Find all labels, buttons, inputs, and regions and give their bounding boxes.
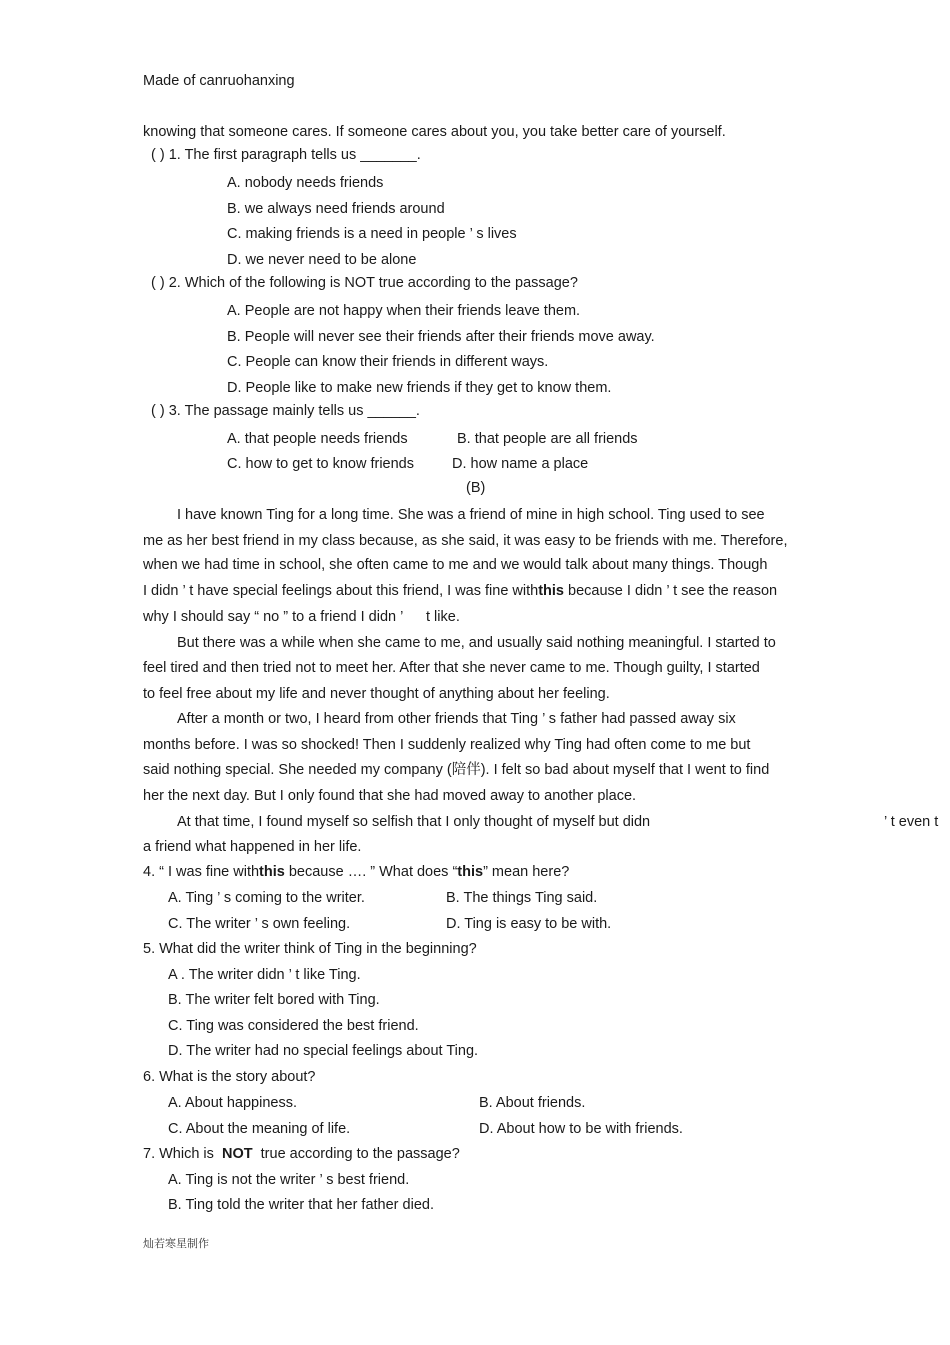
option-4b: B. The things Ting said.: [446, 890, 598, 906]
question-7: [143, 1145, 460, 1163]
option-2d: D. People like to make new friends if they get to know them.: [227, 380, 612, 396]
emphasis-word: this: [457, 864, 484, 880]
passage-line: me as her best friend in my class because, as she said, it was easy to be friends with me. Therefore,: [143, 533, 788, 549]
option-1d: D. we never need to be alone: [227, 252, 417, 268]
text-run: 7. Which is: [143, 1146, 214, 1162]
option-5a: A . The writer didn ’ t like Ting.: [168, 967, 361, 983]
passage-line: feel tired and then tried not to meet her. After that she never came to me. Though guilty, I started: [143, 660, 760, 676]
text-run: I didn ’ t have special feelings about this friend, I was fine with: [143, 583, 539, 599]
passage-fragment: ’ t even t: [884, 814, 939, 830]
option-3d: D. how name a place: [452, 456, 589, 472]
passage-line: [143, 582, 777, 600]
section-heading: (B): [466, 480, 486, 496]
option-1b: B. we always need friends around: [227, 201, 445, 217]
option-3a: A. that people needs friends: [227, 431, 408, 447]
passage-line: why I should say “ no ” to a friend I didn ’: [143, 609, 404, 625]
emphasis-word: this: [538, 583, 564, 599]
text-run: 4. “ I was fine with: [143, 864, 260, 880]
option-5c: C. Ting was considered the best friend.: [168, 1018, 419, 1034]
text-run: true according to the passage?: [260, 1146, 460, 1162]
passage-line: when we had time in school, she often came to me and we would talk about many things. Though: [143, 557, 768, 573]
option-5d: D. The writer had no special feelings about Ting.: [168, 1043, 479, 1059]
passage-line: At that time, I found myself so selfish that I only thought of myself but didn: [177, 814, 651, 830]
option-4d: D. Ting is easy to be with.: [446, 916, 612, 932]
page-footer: 灿若寒星制作: [143, 1237, 209, 1250]
option-6a: A. About happiness.: [168, 1095, 297, 1111]
question-3: ( ) 3. The passage mainly tells us ______.: [151, 403, 420, 419]
option-1c: C. making friends is a need in people ’ s lives: [227, 226, 517, 242]
text-run: ” mean here?: [483, 864, 570, 880]
option-1a: A. nobody needs friends: [227, 175, 384, 191]
emphasis-word: NOT: [221, 1146, 253, 1162]
passage-line: months before. I was so shocked! Then I suddenly realized why Ting had often come to me but: [143, 737, 751, 753]
option-4a: A. Ting ’ s coming to the writer.: [168, 890, 365, 906]
option-3c: C. how to get to know friends: [227, 456, 414, 472]
passage-fragment: t like.: [426, 609, 460, 625]
passage-line: said nothing special. She needed my company (陪伴). I felt so bad about myself that I went to find: [143, 762, 770, 778]
question-6: 6. What is the story about?: [143, 1069, 316, 1085]
question-5: 5. What did the writer think of Ting in the beginning?: [143, 941, 477, 957]
question-2: ( ) 2. Which of the following is NOT true according to the passage?: [151, 275, 578, 291]
passage-line: knowing that someone cares. If someone cares about you, you take better care of yourself.: [143, 124, 726, 140]
text-run: because I didn ’ t see the reason: [568, 583, 778, 599]
option-7b: B. Ting told the writer that her father died.: [168, 1197, 434, 1213]
passage-line: her the next day. But I only found that she had moved away to another place.: [143, 788, 637, 804]
option-7a: A. Ting is not the writer ’ s best friend.: [168, 1172, 410, 1188]
option-6c: C. About the meaning of life.: [168, 1121, 351, 1137]
emphasis-word: this: [259, 864, 285, 880]
option-2c: C. People can know their friends in different ways.: [227, 354, 549, 370]
passage-line: After a month or two, I heard from other friends that Ting ’ s father had passed away six: [177, 711, 736, 727]
passage-line: to feel free about my life and never thought of anything about her feeling.: [143, 686, 610, 702]
option-3b: B. that people are all friends: [457, 431, 638, 447]
passage-line: But there was a while when she came to me, and usually said nothing meaningful. I started to: [177, 635, 776, 651]
question-4: [143, 863, 569, 881]
text-run: because …. ” What does “: [288, 864, 458, 880]
option-6d: D. About how to be with friends.: [479, 1121, 683, 1137]
page-header: Made of canruohanxing: [143, 73, 295, 89]
option-5b: B. The writer felt bored with Ting.: [168, 992, 380, 1008]
option-2a: A. People are not happy when their friends leave them.: [227, 303, 581, 319]
option-2b: B. People will never see their friends after their friends move away.: [227, 329, 655, 345]
question-1: ( ) 1. The first paragraph tells us _______.: [151, 147, 421, 163]
option-6b: B. About friends.: [479, 1095, 586, 1111]
option-4c: C. The writer ’ s own feeling.: [168, 916, 351, 932]
passage-line: a friend what happened in her life.: [143, 839, 362, 855]
passage-line: I have known Ting for a long time. She was a friend of mine in high school. Ting used to see: [177, 507, 765, 523]
